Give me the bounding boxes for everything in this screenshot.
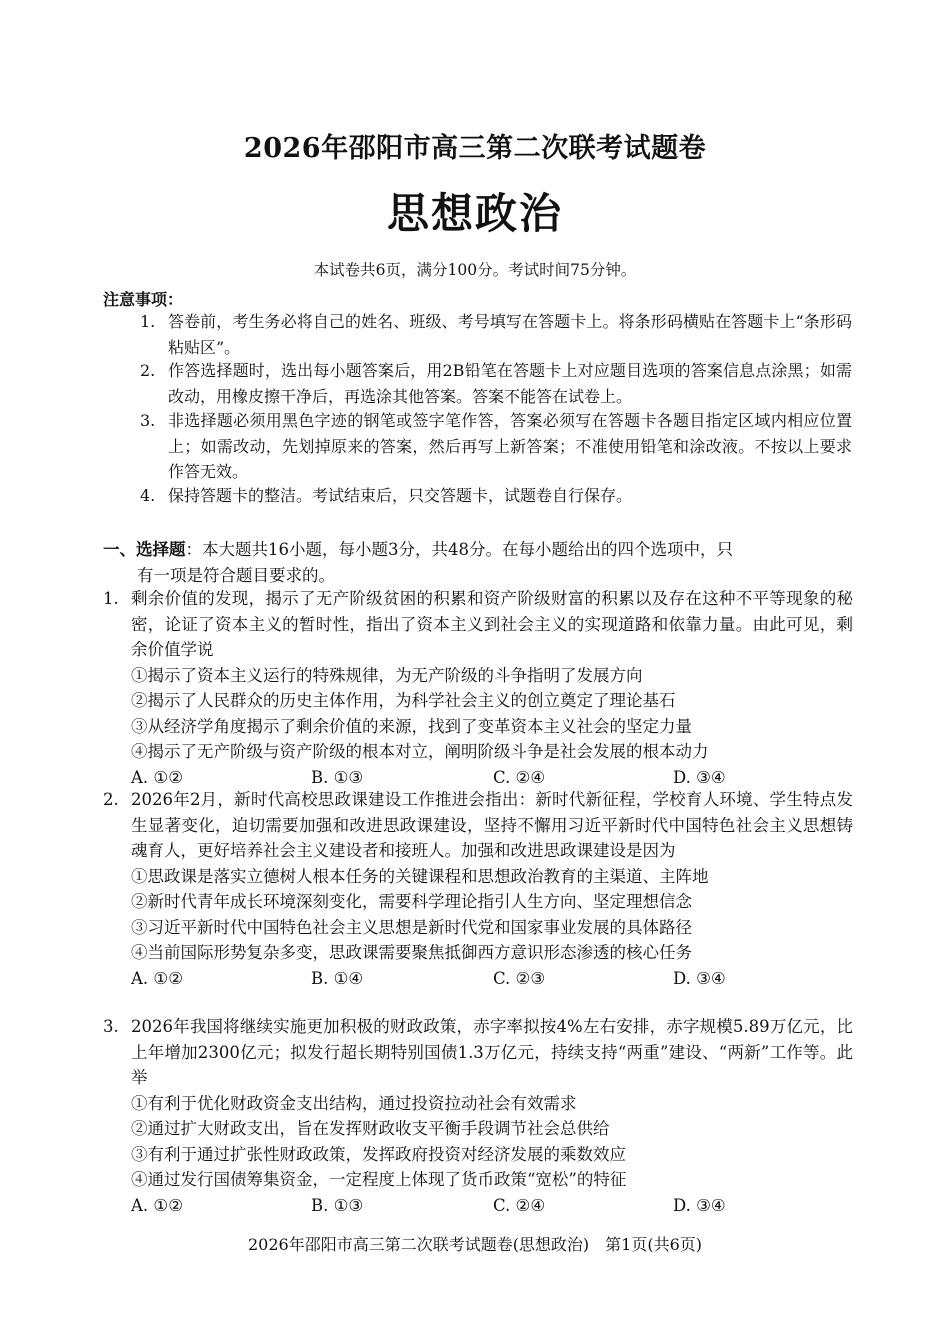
section-header — [103, 537, 853, 588]
option-statement: ①有利于优化财政资金支出结构，通过投资拉动社会有效需求 — [131, 1093, 577, 1113]
notice-item-number: 2. — [140, 361, 156, 380]
option-statement: ④通过发行国债筹集资金，一定程度上体现了货币政策“宽松”的特征 — [131, 1170, 627, 1189]
question-stem: 2026年我国将继续实施更加积极的财政政策，赤字率拟按4%左右安排，赤字规模5.89万亿元，比上年增加2300亿元；拟发行超长期特别国债1.3万亿元，持续支持“两重”建设、“两新”工作等。此举 — [131, 1017, 853, 1087]
notice-heading: 注意事项： — [103, 290, 184, 309]
notice-item-text: 作答选择题时，选出每小题答案后，用2B铅笔在答题卡上对应题目选项的答案信息点涂黑；如需改动，用橡皮擦干净后，再选涂其他答案。答案不能答在试卷上。 — [168, 361, 852, 406]
choice-d: D. ③④ — [673, 968, 726, 988]
option-statement: ②揭示了人民群众的历史主体作用，为科学社会主义的创立奠定了理论基石 — [131, 691, 676, 710]
exam-title: 2026年邵阳市高三第二次联考试题卷 — [243, 133, 707, 164]
question-stem: 2026年2月，新时代高校思政课建设工作推进会指出：新时代新征程，学校育人环境、学生特点发生显著变化，迫切需要加强和改进思政课建设，坚持不懈用习近平新时代中国特色社会主义思想铸魂育人，更好培养社会主义建设者和接班人。加强和改进思政课建设是因为 — [131, 790, 853, 860]
choice-c: C. ②③ — [493, 968, 546, 988]
question-number: 1. — [103, 589, 119, 608]
option-statement: ①揭示了资本主义运行的特殊规律，为无产阶级的斗争指明了发展方向 — [131, 665, 643, 685]
choice-b: B. ①③ — [311, 1195, 364, 1215]
question-number: 2. — [103, 790, 119, 809]
choice-d: D. ③④ — [673, 1195, 726, 1215]
notice-item-number: 1. — [140, 312, 156, 331]
notice-item-text: 答卷前，考生务必将自己的姓名、班级、考号填写在答题卡上。将条形码横贴在答题卡上“条形码粘贴区”。 — [168, 312, 852, 357]
section-description: ：本大题共16小题，每小题3分，共48分。在每小题给出的四个选项中，只 — [185, 540, 733, 559]
option-statement: ③习近平新时代中国特色社会主义思想是新时代党和国家事业发展的具体路径 — [131, 917, 692, 937]
option-statement: ④揭示了无产阶级与资产阶级的根本对立，阐明阶级斗争是社会发展的根本动力 — [131, 742, 709, 761]
option-statement: ①思政课是落实立德树人根本任务的关键课程和思想政治教育的主渠道、主阵地 — [131, 866, 709, 886]
question-number: 3. — [103, 1017, 119, 1036]
choice-a: A. ①② — [131, 1195, 183, 1215]
choice-b: B. ①③ — [311, 767, 364, 787]
notice-item-number: 3. — [140, 411, 156, 430]
option-statement: ③从经济学角度揭示了剩余价值的来源，找到了变革资本主义社会的坚定力量 — [131, 716, 692, 736]
answer-choices — [103, 966, 853, 992]
notice-item-number: 4. — [140, 486, 156, 505]
choice-d: D. ③④ — [673, 767, 726, 787]
question-2 — [103, 787, 853, 991]
page-footer: 2026年邵阳市高三第二次联考试题卷(思想政治) 第1页(共6页) — [247, 1235, 703, 1254]
section-heading: 一、选择题 — [103, 540, 186, 559]
notice-item-text: 保持答题卡的整洁。考试结束后，只交答题卡，试题卷自行保存。 — [168, 486, 633, 505]
notice-item — [140, 408, 852, 485]
choice-a: A. ①② — [131, 767, 183, 787]
answer-choices — [103, 1193, 853, 1219]
notice-item — [140, 483, 852, 509]
notice-item — [140, 309, 852, 360]
choice-a: A. ①② — [131, 968, 183, 988]
choice-c: C. ②④ — [493, 1195, 546, 1215]
notice-item-text: 非选择题必须用黑色字迹的钢笔或签字笔作答，答案必须写在答题卡各题目指定区域内相应位置上；如需改动，先划掉原来的答案，然后再写上新答案；不准使用铅笔和涂改液。不按以上要求作答无效。 — [168, 411, 852, 481]
choice-b: B. ①④ — [311, 968, 364, 988]
option-statement: ②通过扩大财政支出，旨在发挥财政收支平衡手段调节社会总供给 — [131, 1119, 610, 1138]
exam-info: 本试卷共6页，满分100分。考试时间75分钟。 — [313, 261, 637, 279]
notice-item — [140, 358, 852, 409]
question-stem: 剩余价值的发现，揭示了无产阶级贫困的积累和资产阶级财富的积累以及存在这种不平等现象的秘密，论证了资本主义的暂时性，指出了资本主义到社会主义的实现道路和依靠力量。由此可见，剩余价值学说 — [131, 589, 853, 659]
section-description-cont: 有一项是符合题目要求的。 — [137, 565, 335, 585]
option-statement: ③有利于通过扩张性财政政策，发挥政府投资对经济发展的乘数效应 — [131, 1144, 626, 1164]
option-statement: ②新时代青年成长环境深刻变化，需要科学理论指引人生方向、坚定理想信念 — [131, 892, 692, 911]
question-1 — [103, 586, 853, 790]
question-3 — [103, 1014, 853, 1218]
subject-title: 思想政治 — [386, 189, 563, 238]
option-statement: ④当前国际形势复杂多变，思政课需要聚焦抵御西方意识形态渗透的核心任务 — [131, 943, 692, 962]
choice-c: C. ②④ — [493, 767, 546, 787]
